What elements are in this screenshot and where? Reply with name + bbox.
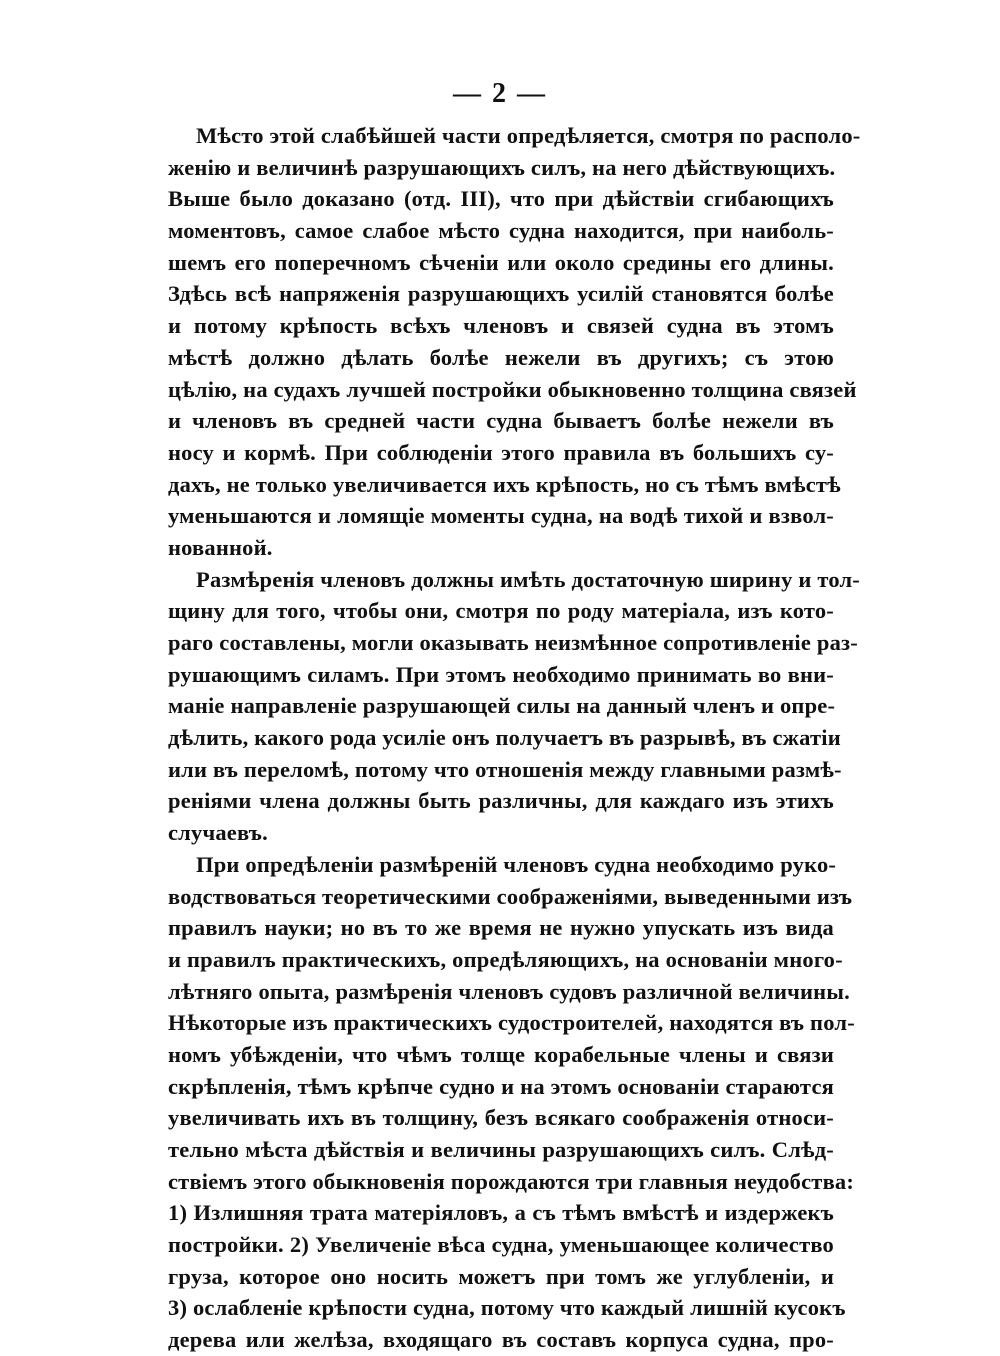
- text-line: увеличивать ихъ въ толщину, безъ всякаго соображенія относи-: [168, 1105, 834, 1131]
- text-line: женію и величинѣ разрушающихъ силъ, на него дѣйствующихъ.: [168, 154, 836, 180]
- text-line: щину для того, чтобы они, смотря по роду матеріала, изъ кото-: [168, 598, 834, 624]
- text-line: дерева или желѣза, входящаго въ составъ корпуса судна, про-: [168, 1327, 834, 1353]
- text-line: дахъ, не только увеличивается ихъ крѣпость, но съ тѣмъ вмѣстѣ: [168, 471, 841, 497]
- text-line: случаевъ.: [168, 820, 268, 846]
- text-line: Выше было доказано (отд. III), что при дѣйствіи сгибающихъ: [168, 186, 834, 212]
- text-line: и потому крѣпость всѣхъ членовъ и связей судна въ этомъ: [168, 313, 834, 339]
- text-line: ствіемъ этого обыкновенія порождаются три главныя неудобства:: [168, 1168, 855, 1194]
- text-line: номъ убѣжденіи, что чѣмъ толще корабельные члены и связи: [168, 1041, 834, 1067]
- text-line: груза, которое оно носить можетъ при томъ же углубленіи, и: [168, 1263, 834, 1289]
- text-line: постройки. 2) Увеличеніе вѣса судна, уменьшающее количество: [168, 1232, 834, 1258]
- text-line: Здѣсь всѣ напряженія разрушающихъ усилій становятся болѣе: [168, 281, 834, 307]
- text-line: Нѣкоторые изъ практическихъ судостроителей, находятся въ пол-: [168, 1010, 855, 1036]
- text-line: 1) Излишняя трата матеріяловъ, а съ тѣмъ вмѣстѣ и издержекъ: [168, 1200, 834, 1226]
- text-line: При опредѣленіи размѣреній членовъ судна необходимо руко-: [196, 851, 837, 877]
- text-line: шемъ его поперечномъ сѣченіи или около средины его длины.: [168, 249, 834, 275]
- text-line: водствоваться теоретическими соображеніями, выведенными изъ: [168, 883, 853, 909]
- text-line: рушающимъ силамъ. При этомъ необходимо принимать во вни-: [168, 661, 834, 687]
- text-line: носу и кормѣ. При соблюденіи этого правила въ большихъ су-: [168, 439, 834, 465]
- text-line: дѣлить, какого рода усиліе онъ получаетъ въ разрывѣ, въ сжатіи: [168, 725, 841, 751]
- text-line: тельно мѣста дѣйствія и величины разрушающихъ силъ. Слѣд-: [168, 1137, 834, 1162]
- text-line: правилъ науки; но въ то же время не нужно упускать изъ вида: [168, 915, 834, 941]
- text-line: и членовъ въ средней части судна бываетъ болѣе нежели въ: [168, 408, 834, 434]
- text-line: мѣстѣ должно дѣлать болѣе нежели въ другихъ; съ этою: [168, 344, 834, 370]
- text-line: уменьшаются и ломящіе моменты судна, на водѣ тихой и взвол-: [168, 503, 834, 529]
- text-line: цѣлію, на судахъ лучшей постройки обыкновенно толщина связей: [168, 376, 857, 402]
- text-line: Размѣренія членовъ должны имѣть достаточную ширину и тол-: [196, 566, 860, 592]
- text-line: скрѣпленія, тѣмъ крѣпче судно и на этомъ основаніи стараются: [168, 1073, 834, 1099]
- page-text: [168, 120, 861, 1356]
- text-line: маніе направленіе разрушающей силы на данный членъ и опре-: [168, 693, 836, 719]
- text-line: или въ переломѣ, потому что отношенія между главными размѣ-: [168, 756, 842, 782]
- text-line: моментовъ, самое слабое мѣсто судна находится, при наиболь-: [168, 218, 834, 244]
- text-line: и правилъ практическихъ, опредѣляющихъ, на основаніи много-: [168, 946, 843, 972]
- text-line: реніями члена должны быть различны, для каждаго изъ этихъ: [168, 788, 834, 814]
- text-line: лѣтняго опыта, размѣренія членовъ судовъ различной величины.: [168, 978, 850, 1004]
- text-line: 3) ослабленіе крѣпости судна, потому что каждый лишній кусокъ: [168, 1295, 846, 1321]
- text-line: Мѣсто этой слабѣйшей части опредѣляется, смотря по располо-: [196, 123, 861, 148]
- text-line: раго составлены, могли оказывать неизмѣнное сопротивленіе раз-: [168, 630, 858, 655]
- text-line: нованной.: [168, 534, 273, 560]
- page-number: — 2 —: [453, 78, 547, 109]
